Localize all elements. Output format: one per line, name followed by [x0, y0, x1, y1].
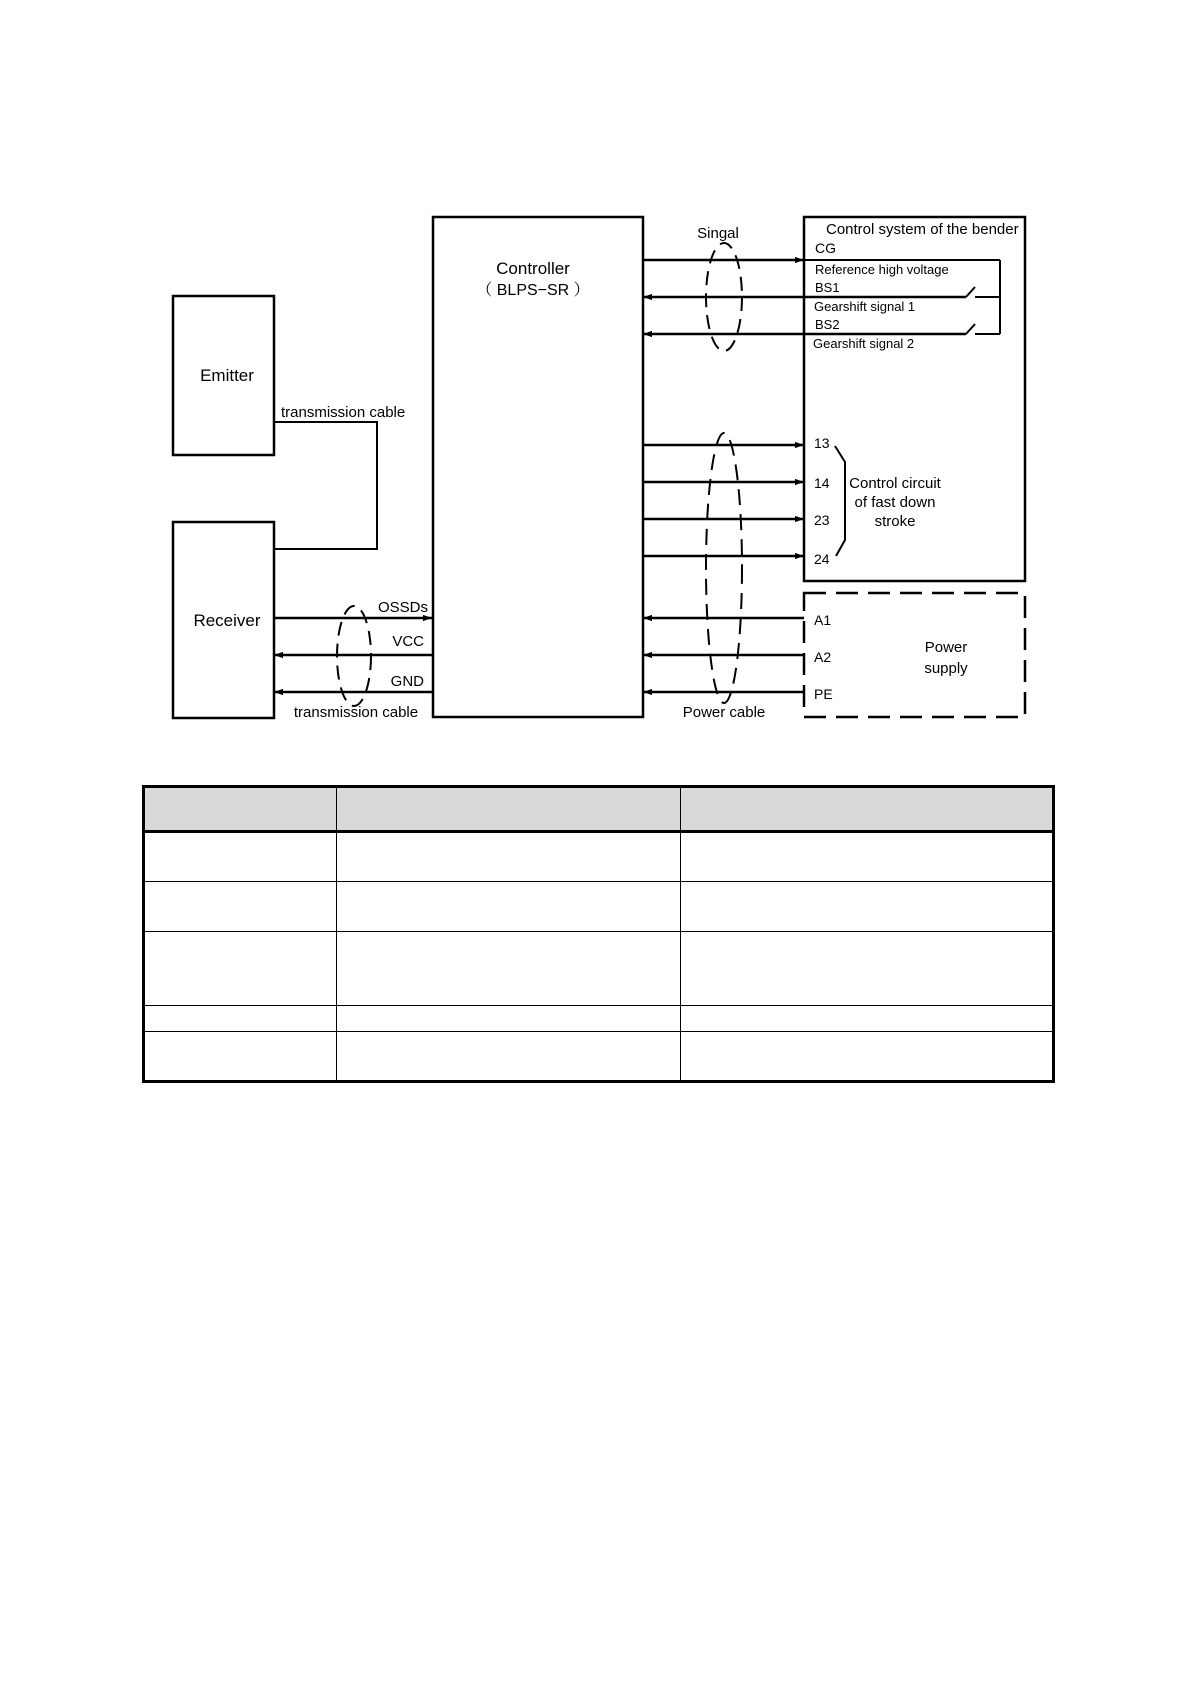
bender-control-title: Control system of the bender — [826, 221, 1019, 238]
table-cell — [681, 1032, 1054, 1082]
table-cell — [681, 832, 1054, 882]
table-cell — [337, 832, 681, 882]
terminal-23-label: 23 — [814, 512, 830, 528]
ossds-label: OSSDs — [377, 599, 428, 616]
power-cable-bundle — [706, 433, 742, 703]
singal-label: Singal — [697, 225, 739, 242]
table-row — [144, 882, 1054, 932]
fast-down-label-line-2: of fast down — [854, 494, 936, 511]
table-cell — [144, 1032, 337, 1082]
reference-high-voltage-label: Reference high voltage — [815, 262, 949, 277]
bs1-label: BS1 — [815, 280, 840, 295]
terminal-pe-label: PE — [814, 686, 833, 702]
table-cell — [144, 932, 337, 1006]
table-cell — [144, 1006, 337, 1032]
table-row — [144, 1006, 1054, 1032]
vcc-label: VCC — [392, 633, 424, 650]
receiver-label: Receiver — [193, 611, 261, 630]
emitter-label: Emitter — [200, 366, 254, 385]
table-header-cell — [144, 787, 337, 832]
gearshift-switch-2 — [966, 324, 975, 334]
table-header-cell — [681, 787, 1054, 832]
bs2-label: BS2 — [815, 317, 840, 332]
emitter-receiver-cable — [274, 422, 377, 549]
gnd-label: GND — [390, 673, 424, 690]
terminal-14-label: 14 — [814, 475, 830, 491]
table-cell — [144, 882, 337, 932]
spec-table — [142, 785, 1055, 1083]
controller-model: （ BLPS−SR ） — [476, 282, 590, 299]
table-cell — [337, 932, 681, 1006]
table-row — [144, 1032, 1054, 1082]
terminal-24-label: 24 — [814, 551, 830, 567]
table-cell — [337, 1032, 681, 1082]
power-supply-box — [804, 593, 1025, 717]
table-cell — [337, 882, 681, 932]
gearshift-signal-2-label: Gearshift signal 2 — [813, 336, 915, 351]
table-cell — [681, 932, 1054, 1006]
fast-down-brace — [835, 446, 845, 556]
table-cell — [337, 1006, 681, 1032]
fast-down-label-line-3: stroke — [874, 513, 916, 530]
wiring-diagram — [0, 0, 1191, 770]
gearshift-switch-1 — [966, 287, 975, 297]
power-cable-label: Power cable — [682, 704, 766, 721]
gearshift-signal-1-label: Gearshift signal 1 — [814, 299, 916, 314]
table-row — [144, 932, 1054, 1006]
controller-title: Controller — [496, 259, 570, 278]
table-header-row — [144, 787, 1054, 832]
power-supply-label-line-2: supply — [924, 660, 968, 677]
fast-down-label-line-1: Control circuit — [849, 475, 941, 492]
table-cell — [681, 882, 1054, 932]
table-cell — [144, 832, 337, 882]
power-supply-label-line-1: Power — [924, 639, 968, 656]
terminal-a2-label: A2 — [814, 649, 832, 665]
terminal-a1-label: A1 — [814, 612, 832, 628]
table-row — [144, 832, 1054, 882]
terminal-13-label: 13 — [814, 435, 830, 451]
transmission-cable-label-bottom: transmission cable — [293, 704, 419, 721]
table-header-cell — [337, 787, 681, 832]
cg-label: CG — [815, 240, 836, 256]
transmission-cable-label-top: transmission cable — [281, 404, 406, 421]
table-cell — [681, 1006, 1054, 1032]
